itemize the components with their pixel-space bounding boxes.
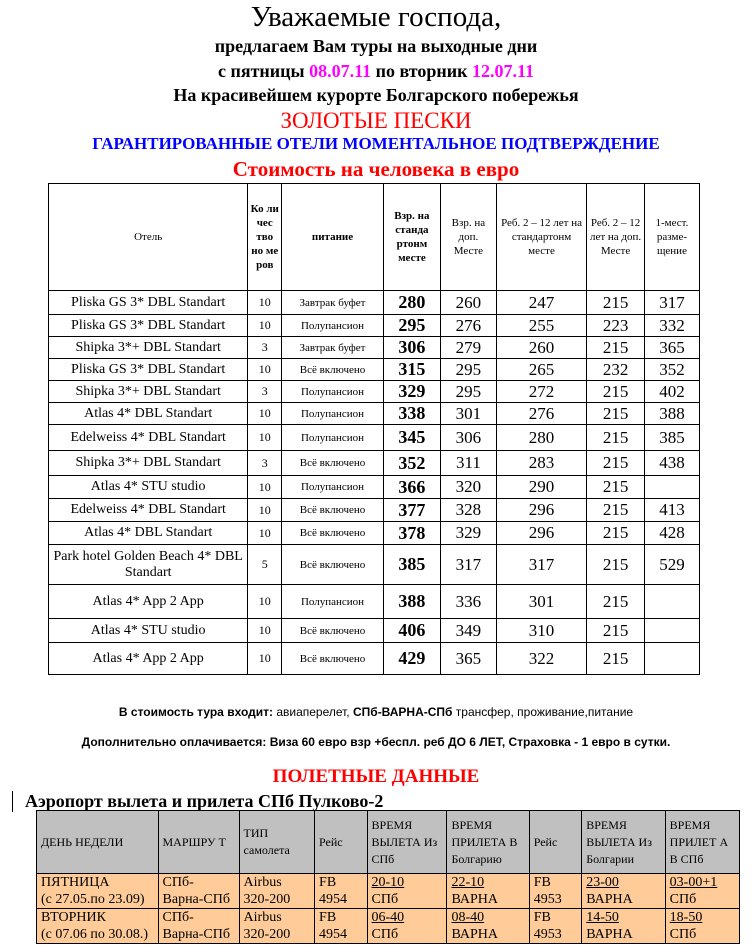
price-adult-standard: 377	[383, 499, 440, 522]
flight-cell	[367, 874, 447, 909]
table-row	[49, 643, 700, 675]
hotel-name: Atlas 4* STU studio	[49, 619, 248, 643]
column-header: ВРЕМЯ ПРИЛЕТА В Болгарию	[447, 811, 529, 874]
price-single: 402	[644, 381, 699, 403]
price-child-standard: 247	[496, 291, 586, 315]
flight-cell	[37, 874, 159, 909]
room-count: 10	[248, 359, 282, 381]
price-adult-extra: 365	[440, 643, 496, 675]
price-adult-standard: 366	[383, 476, 440, 499]
price-adult-extra: 336	[440, 585, 496, 619]
meal-plan: Полупансион	[282, 315, 384, 337]
cell-line: (с 07.06 по 30.08.)	[41, 927, 149, 942]
room-count: 3	[248, 381, 282, 403]
price-child-standard: 296	[496, 499, 586, 522]
cell-line: СПб-	[162, 875, 194, 890]
price-single: 388	[644, 403, 699, 425]
price-adult-extra: 295	[440, 359, 496, 381]
price-child-extra: 215	[587, 619, 645, 643]
price-child-extra: 215	[587, 522, 645, 545]
price-single: 365	[644, 337, 699, 359]
room-count: 10	[248, 522, 282, 545]
meal-plan: Всё включено	[282, 522, 384, 545]
cell-line: 20-10	[371, 875, 405, 890]
room-count: 10	[248, 403, 282, 425]
cell-line: СПб	[371, 927, 399, 942]
price-adult-standard: 345	[383, 425, 440, 451]
price-single	[644, 476, 699, 499]
table-row	[49, 476, 700, 499]
meal-plan: Полупансион	[282, 403, 384, 425]
flight-cell	[582, 909, 665, 944]
flight-cell	[447, 874, 529, 909]
column-header: Отель	[49, 184, 248, 291]
hotel-name: Edelweiss 4* DBL Standart	[49, 499, 248, 522]
room-count: 3	[248, 337, 282, 359]
price-child-standard: 255	[496, 315, 586, 337]
price-single	[644, 619, 699, 643]
price-child-extra: 215	[587, 451, 645, 476]
price-adult-standard: 329	[383, 381, 440, 403]
hotel-name: Shipka 3*+ DBL Standart	[49, 337, 248, 359]
price-single: 352	[644, 359, 699, 381]
price-child-standard: 296	[496, 522, 586, 545]
price-child-standard: 301	[496, 585, 586, 619]
price-adult-standard: 306	[383, 337, 440, 359]
price-adult-extra: 295	[440, 381, 496, 403]
price-child-extra: 215	[587, 499, 645, 522]
price-child-extra: 215	[587, 585, 645, 619]
price-child-standard: 276	[496, 403, 586, 425]
price-child-standard: 322	[496, 643, 586, 675]
price-child-extra: 215	[587, 381, 645, 403]
cell-line: 320-200	[243, 927, 291, 942]
cell-line: (с 27.05.по 23.09)	[41, 892, 145, 907]
room-count: 3	[248, 451, 282, 476]
column-header: Взр. на доп. Месте	[440, 184, 496, 291]
cell-line: 320-200	[243, 892, 291, 907]
cell-line: 22-10	[451, 875, 485, 890]
hotel-name: Pliska GS 3* DBL Standart	[49, 315, 248, 337]
column-header: ВРЕМЯ ВЫЛЕТА Из Болгарии	[582, 811, 665, 874]
cell-line: FB	[533, 875, 551, 890]
flight-cell	[367, 909, 447, 944]
price-adult-extra: 279	[440, 337, 496, 359]
flight-row	[37, 909, 740, 944]
cell-line: ВАРНА	[586, 892, 633, 907]
cell-line: ВАРНА	[451, 892, 499, 907]
cell-line: 23-00	[586, 875, 619, 890]
flight-cell	[665, 874, 739, 909]
flight-cell	[239, 909, 315, 944]
price-adult-standard: 406	[383, 619, 440, 643]
price-adult-extra: 329	[440, 522, 496, 545]
table-row	[49, 403, 700, 425]
column-header: Рейс	[529, 811, 581, 874]
meal-plan: Всё включено	[282, 451, 384, 476]
flight-cell	[582, 874, 665, 909]
price-single: 385	[644, 425, 699, 451]
table-row	[49, 359, 700, 381]
flights-title: ПОЛЕТНЫЕ ДАННЫЕ	[272, 766, 480, 787]
cell-line: ПЯТНИЦА	[41, 875, 110, 890]
cell-line: Варна-СПб	[162, 892, 231, 907]
price-title: Стоимость на человека в евро	[232, 157, 520, 181]
table-row	[49, 499, 700, 522]
table-row	[49, 315, 700, 337]
price-adult-standard: 429	[383, 643, 440, 675]
price-adult-standard: 315	[383, 359, 440, 381]
cell-line: СПб	[669, 927, 697, 942]
price-single: 413	[644, 499, 699, 522]
extra-note	[0, 735, 752, 749]
price-adult-standard: 388	[383, 585, 440, 619]
price-child-extra: 215	[587, 337, 645, 359]
price-child-standard: 290	[496, 476, 586, 499]
table-row	[49, 522, 700, 545]
hotel-name: Atlas 4* App 2 App	[49, 643, 248, 675]
hotel-name: Atlas 4* STU studio	[49, 476, 248, 499]
room-count: 10	[248, 425, 282, 451]
price-single	[644, 585, 699, 619]
cell-line: СПб	[371, 892, 399, 907]
price-child-extra: 232	[587, 359, 645, 381]
hotel-name: Pliska GS 3* DBL Standart	[49, 359, 248, 381]
hotel-name: Pliska GS 3* DBL Standart	[49, 291, 248, 315]
included-note	[0, 705, 752, 719]
column-header: 1-мест. разме-щение	[644, 184, 699, 291]
cell-line: 4953	[533, 927, 562, 942]
price-adult-extra: 317	[440, 545, 496, 585]
meal-plan: Всё включено	[282, 545, 384, 585]
room-count: 10	[248, 643, 282, 675]
dates-line	[0, 61, 752, 82]
price-child-standard: 280	[496, 425, 586, 451]
flight-cell	[665, 909, 739, 944]
included-label: В стоимость тура входит:	[118, 705, 273, 719]
room-count: 10	[248, 585, 282, 619]
price-adult-extra: 301	[440, 403, 496, 425]
table-row	[49, 545, 700, 585]
price-child-standard: 260	[496, 337, 586, 359]
hotel-name: Atlas 4* DBL Standart	[49, 403, 248, 425]
price-adult-standard: 385	[383, 545, 440, 585]
column-header: Взр. на станда ртонм месте	[383, 184, 440, 291]
cell-line: Airbus	[243, 910, 282, 925]
price-child-extra: 215	[587, 403, 645, 425]
resort-name: ЗОЛОТЫЕ ПЕСКИ	[280, 108, 472, 133]
cell-line: 18-50	[669, 910, 703, 925]
price-adult-extra: 306	[440, 425, 496, 451]
meal-plan: Завтрак буфет	[282, 291, 384, 315]
price-child-extra: 215	[587, 643, 645, 675]
column-header: ДЕНЬ НЕДЕЛИ	[37, 811, 159, 874]
price-adult-extra: 311	[440, 451, 496, 476]
price-child-extra: 215	[587, 425, 645, 451]
cell-line: Airbus	[243, 875, 282, 890]
price-single: 428	[644, 522, 699, 545]
meal-plan: Полупансион	[282, 425, 384, 451]
cell-line: ВАРНА	[451, 927, 499, 942]
flights-table	[36, 810, 740, 944]
column-header: Реб. 2 – 12 лет на доп. Месте	[587, 184, 645, 291]
flight-cell	[158, 874, 239, 909]
flight-row	[37, 874, 740, 909]
hotel-name: Park hotel Golden Beach 4* DBL Standart	[49, 545, 248, 585]
included-text-2: трансфер, проживание,питание	[452, 705, 634, 719]
room-count: 10	[248, 476, 282, 499]
price-adult-extra: 320	[440, 476, 496, 499]
cell-line: 4954	[319, 892, 348, 907]
column-header: Ко ли чес тво но ме ров	[248, 184, 282, 291]
to-label: по вторник	[371, 61, 472, 81]
flight-cell	[315, 909, 367, 944]
meal-plan: Полупансион	[282, 585, 384, 619]
price-child-standard: 317	[496, 545, 586, 585]
cell-line: 4953	[533, 892, 562, 907]
flight-cell	[239, 874, 315, 909]
price-child-extra: 223	[587, 315, 645, 337]
meal-plan: Всё включено	[282, 619, 384, 643]
cell-line: СПб-	[162, 910, 194, 925]
flight-cell	[529, 909, 581, 944]
table-row	[49, 291, 700, 315]
room-count: 5	[248, 545, 282, 585]
cell-line: FB	[533, 910, 551, 925]
cell-line: 14-50	[586, 910, 619, 925]
price-single: 529	[644, 545, 699, 585]
column-header: Реб. 2 – 12 лет на стандартонм месте	[496, 184, 586, 291]
flights-header-row	[37, 811, 740, 874]
resort-line: На красивейшем курорте Болгарского побережья	[173, 85, 579, 105]
price-adult-extra: 276	[440, 315, 496, 337]
to-date: 12.07.11	[471, 61, 534, 81]
flight-cell	[529, 874, 581, 909]
price-adult-extra: 328	[440, 499, 496, 522]
cell-line: 06-40	[371, 910, 405, 925]
extra-text: Дополнительно оплачивается: Виза 60 евро взр +беспл. реб ДО 6 ЛЕТ, Страховка - 1 евро в сутки.	[81, 735, 671, 749]
table-row	[49, 619, 700, 643]
cell-line: FB	[319, 910, 337, 925]
room-count: 10	[248, 291, 282, 315]
cell-line: СПб	[669, 892, 697, 907]
price-child-standard: 272	[496, 381, 586, 403]
price-child-standard: 283	[496, 451, 586, 476]
from-label: с пятницы	[217, 61, 310, 81]
table-row	[49, 451, 700, 476]
flight-cell	[37, 909, 159, 944]
flight-cell	[315, 874, 367, 909]
cell-line: ВТОРНИК	[41, 910, 106, 925]
from-date: 08.07.11	[309, 61, 372, 81]
price-single: 438	[644, 451, 699, 476]
room-count: 10	[248, 315, 282, 337]
cell-line: 4954	[319, 927, 348, 942]
flight-cell	[158, 909, 239, 944]
room-count: 10	[248, 499, 282, 522]
room-count: 10	[248, 619, 282, 643]
cell-line: FB	[319, 875, 337, 890]
cell-line: 03-00+1	[669, 875, 718, 890]
price-single	[644, 643, 699, 675]
meal-plan: Полупансион	[282, 476, 384, 499]
hotel-name: Atlas 4* App 2 App	[49, 585, 248, 619]
column-header: Рейс	[315, 811, 367, 874]
price-adult-standard: 338	[383, 403, 440, 425]
price-child-standard: 310	[496, 619, 586, 643]
price-adult-standard: 295	[383, 315, 440, 337]
column-header: питание	[282, 184, 384, 291]
price-adult-standard: 378	[383, 522, 440, 545]
flight-cell	[447, 909, 529, 944]
price-child-extra: 215	[587, 545, 645, 585]
price-adult-extra: 349	[440, 619, 496, 643]
offer-line: предлагаем Вам туры на выходные дни	[214, 36, 538, 56]
column-header: ВРЕМЯ ВЫЛЕТА Из СПб	[367, 811, 447, 874]
cell-line: Варна-СПб	[162, 927, 231, 942]
price-adult-standard: 352	[383, 451, 440, 476]
meal-plan: Завтрак буфет	[282, 337, 384, 359]
cell-line: 08-40	[451, 910, 485, 925]
price-child-standard: 265	[496, 359, 586, 381]
airport-line: Аэропорт вылета и прилета СПб Пулково-2	[12, 791, 383, 812]
meal-plan: Полупансион	[282, 381, 384, 403]
hotel-name: Shipka 3*+ DBL Standart	[49, 381, 248, 403]
guarantee-line: ГАРАНТИРОВАННЫЕ ОТЕЛИ МОМЕНТАЛЬНОЕ ПОДТВЕРЖДЕНИЕ	[92, 134, 660, 153]
price-single: 332	[644, 315, 699, 337]
column-header: МАРШРУ Т	[158, 811, 239, 874]
greeting-title: Уважаемые господа,	[250, 1, 502, 33]
hotel-name: Shipka 3*+ DBL Standart	[49, 451, 248, 476]
meal-plan: Всё включено	[282, 499, 384, 522]
price-adult-extra: 260	[440, 291, 496, 315]
column-header: ВРЕМЯ ПРИЛЕТ А В СПб	[665, 811, 739, 874]
included-text: авиаперелет,	[272, 705, 353, 719]
table-row	[49, 585, 700, 619]
price-adult-standard: 280	[383, 291, 440, 315]
column-header: ТИП самолета	[239, 811, 315, 874]
price-child-extra: 215	[587, 476, 645, 499]
table-row	[49, 337, 700, 359]
table-row	[49, 425, 700, 451]
table-row	[49, 381, 700, 403]
cell-line: ВАРНА	[586, 927, 633, 942]
hotel-price-table	[48, 183, 700, 675]
price-single: 317	[644, 291, 699, 315]
price-child-extra: 215	[587, 291, 645, 315]
hotel-name: Atlas 4* DBL Standart	[49, 522, 248, 545]
included-route: СПб-ВАРНА-СПб	[352, 705, 453, 719]
hotel-name: Edelweiss 4* DBL Standart	[49, 425, 248, 451]
meal-plan: Всё включено	[282, 359, 384, 381]
meal-plan: Всё включено	[282, 643, 384, 675]
